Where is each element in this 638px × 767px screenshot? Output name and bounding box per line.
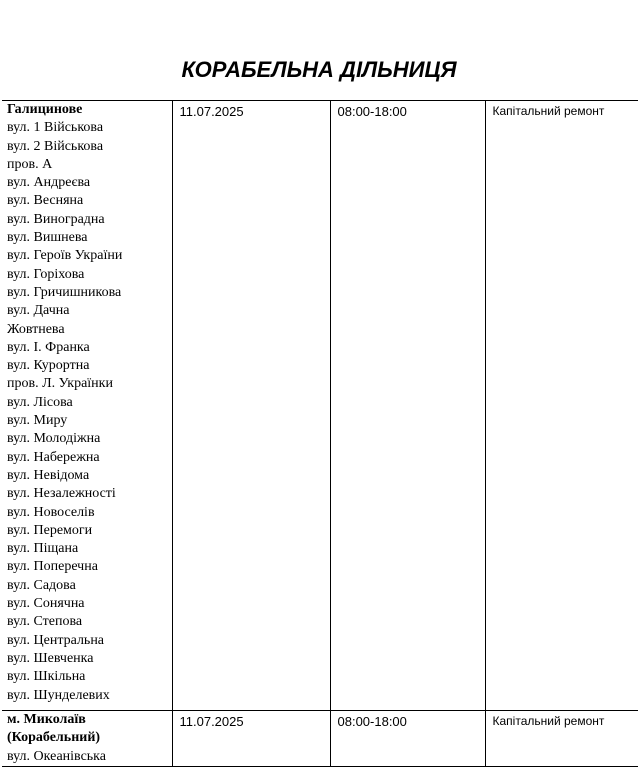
street-name: вул. Невідома xyxy=(7,467,90,483)
street-name: вул. І. Франка xyxy=(7,339,90,355)
street-name: вул. Курортна xyxy=(7,358,90,374)
date-cell: 11.07.2025 xyxy=(172,711,330,767)
street-name: вул. Вишнева xyxy=(7,230,88,246)
street-name: вул. Садова xyxy=(7,577,76,593)
date-cell: 11.07.2025 xyxy=(172,101,330,711)
street-name: вул. Гричишникова xyxy=(7,284,122,300)
street-name: вул. Незалежності xyxy=(7,486,116,502)
street-name: Жовтнева xyxy=(7,321,65,337)
street-name: вул. Степова xyxy=(7,614,83,630)
street-name: вул. Поперечна xyxy=(7,559,98,575)
street-name: вул. Молодіжна xyxy=(7,431,101,447)
street-name: пров. А xyxy=(7,156,53,172)
street-name: вул. Піщана xyxy=(7,541,79,557)
time-cell: 08:00-18:00 xyxy=(330,101,485,711)
street-name: вул. Героїв України xyxy=(7,248,123,264)
street-name: вул. Горіхова xyxy=(7,266,85,282)
street-name: вул. Шкільна xyxy=(7,669,86,685)
street-name: вул. Весняна xyxy=(7,193,84,209)
time-cell: 08:00-18:00 xyxy=(330,711,485,767)
work-type-cell: Капітальний ремонт xyxy=(485,101,638,711)
street-name: пров. Л. Українки xyxy=(7,376,113,392)
table-row xyxy=(2,101,638,711)
street-name: вул. Центральна xyxy=(7,632,105,648)
outage-table xyxy=(2,100,638,767)
street-name: вул. 2 Військова xyxy=(7,138,104,154)
street-name: вул. Миру xyxy=(7,413,68,429)
street-name: вул. Андреєва xyxy=(7,175,91,191)
settlement-name: м. Миколаїв xyxy=(7,712,86,727)
address-cell xyxy=(2,101,172,711)
street-name: вул. Перемоги xyxy=(7,522,93,538)
street-name: вул. Океанівська xyxy=(7,748,106,764)
street-name: вул. Шевченка xyxy=(7,650,94,666)
work-type-cell: Капітальний ремонт xyxy=(485,711,638,767)
street-name: вул. 1 Військова xyxy=(7,120,104,136)
street-name: вул. Дачна xyxy=(7,303,70,319)
street-name: вул. Виноградна xyxy=(7,211,105,227)
settlement-name: (Корабельний) xyxy=(7,730,101,746)
settlement-name: Галицинове xyxy=(7,102,83,117)
street-name: вул. Сонячна xyxy=(7,596,85,612)
street-name: вул. Новоселів xyxy=(7,504,95,520)
address-cell xyxy=(2,711,172,767)
street-name: вул. Шунделевих xyxy=(7,687,110,703)
street-name: вул. Лісова xyxy=(7,394,73,410)
page-title: КОРАБЕЛЬНА ДІЛЬНИЦЯ xyxy=(181,57,457,82)
table-row xyxy=(2,711,638,767)
street-name: вул. Набережна xyxy=(7,449,100,465)
